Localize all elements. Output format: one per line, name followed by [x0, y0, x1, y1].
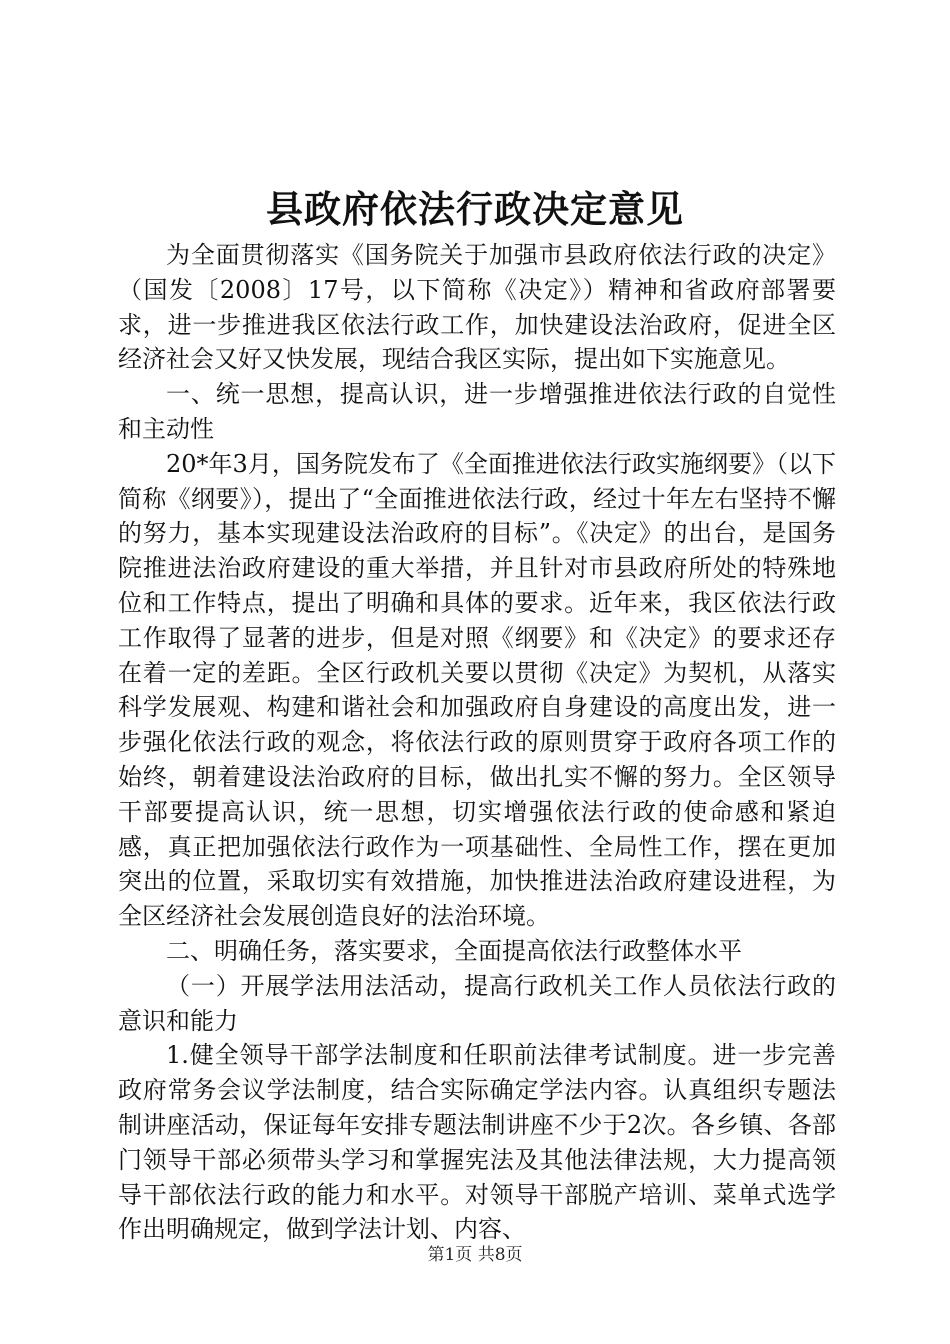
paragraph-item-1: 1.健全领导干部学法制度和任职前法律考试制度。进一步完善政府常务会议学法制度，结合实际确定学法内容。认真组织专题法制讲座活动，保证每年安排专题法制讲座不少于2次。各乡镇、各部门领导干部必须带头学习和掌握宪法及其他法律法规，大力提高领导干部依法行政的能力和水平。对领导干部脱产培训、菜单式选学作出明确规定，做到学法计划、内容、: [118, 1041, 836, 1244]
subsection-heading-1: （一）开展学法用法活动，提高行政机关工作人员依法行政的意识和能力: [118, 971, 836, 1035]
paragraph-intro: 为全面贯彻落实《国务院关于加强市县政府依法行政的决定》（国发〔2008〕17号，以下简称《决定》）精神和省政府部署要求，进一步推进我区依法行政工作，加快建设法治政府，促进全区经济社会又好又快发展，现结合我区实际，提出如下实施意见。: [118, 241, 836, 374]
paragraph-section-1: 20*年3月，国务院发布了《全面推进依法行政实施纲要》（以下简称《纲要》），提出了“全面推进依法行政，经过十年左右坚持不懈的努力，基本实现建设法治政府的目标”。《决定》的出台，是国务院推进法治政府建设的重大举措，并且针对市县政府所处的特殊地位和工作特点，提出了明确和具体的要求。近年来，我区依法行政工作取得了显著的进步，但是对照《纲要》和《决定》的要求还存在着一定的差距。全区行政机关要以贯彻《决定》为契机，从落实科学发展观、构建和谐社会和加强政府自身建设的高度出发，进一步强化依法行政的观念，将依法行政的原则贯穿于政府各项工作的始终，朝着建设法治政府的目标，做出扎实不懈的努力。全区领导干部要提高认识，统一思想，切实增强依法行政的使命感和紧迫感，真正把加强依法行政作为一项基础性、全局性工作，摆在更加突出的位置，采取切实有效措施，加快推进法治政府建设进程，为全区经济社会发展创造良好的法治环境。: [118, 449, 836, 931]
section-heading-1: 一、统一思想，提高认识，进一步增强推进依法行政的自觉性和主动性: [118, 380, 836, 443]
section-heading-2: 二、明确任务，落实要求，全面提高依法行政整体水平: [166, 936, 742, 965]
page-number-footer: 第1页 共8页: [427, 1245, 523, 1265]
document-body: [118, 238, 836, 1247]
document-title: 县政府依法行政决定意见: [266, 187, 684, 231]
